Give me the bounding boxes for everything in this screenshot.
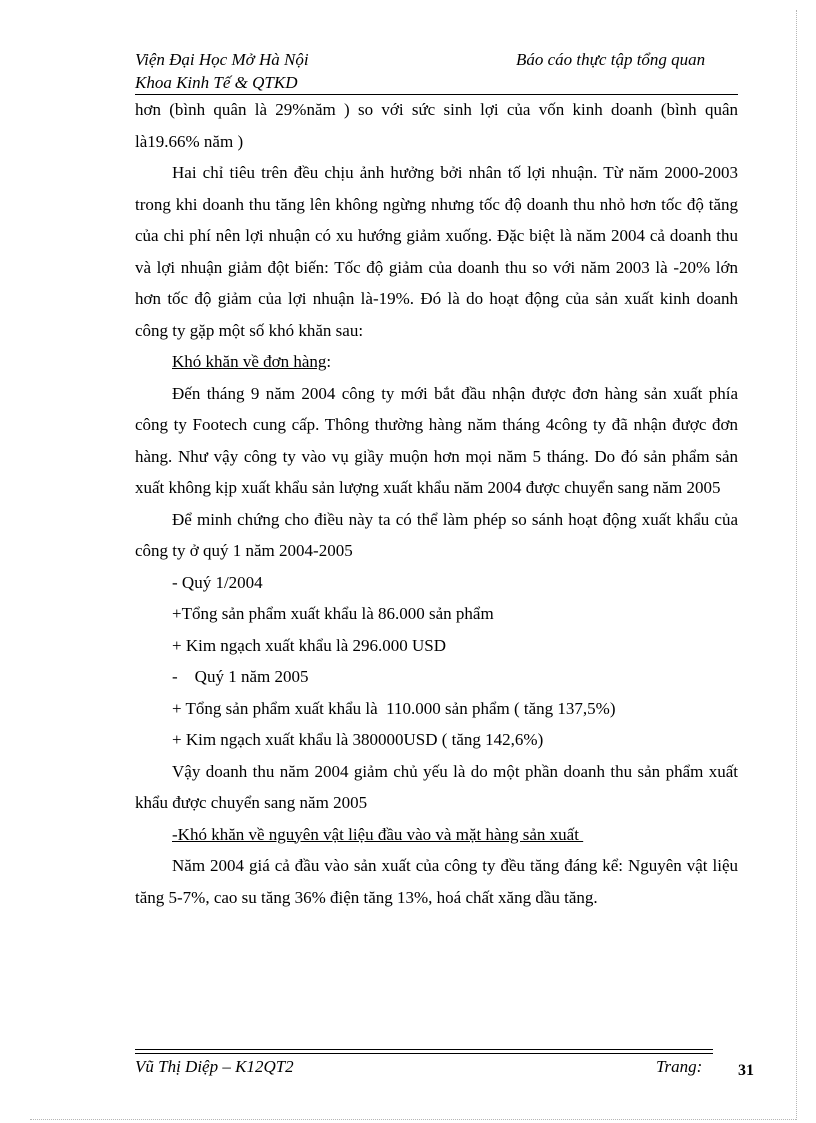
list-item: - Quý 1/2004 (172, 572, 263, 592)
page-edge-right (796, 10, 797, 1120)
paragraph-4: Để minh chứng cho điều này ta có thể làm phép so sánh hoạt động xuất khẩu của công ty ở quý 1 năm 2004-2005 (135, 509, 738, 560)
footer-page-label: Trang: (656, 1057, 703, 1076)
list-item: +Tổng sản phẩm xuất khẩu là 86.000 sản phẩm (172, 604, 494, 623)
list-item: - Quý 1 năm 2005 (172, 667, 309, 686)
list-item: + Kim ngạch xuất khẩu là 380000USD ( tăng 142,6%) (172, 730, 544, 749)
list-item: + Kim ngạch xuất khẩu là 296.000 USD (172, 635, 446, 655)
paragraph-5: Vậy doanh thu năm 2004 giảm chủ yếu là do một phần doanh thu sản phẩm xuất khẩu được chuyển sang năm 2005 (135, 761, 738, 812)
paragraph-6: Năm 2004 giá cả đầu vào sản xuất của công ty đều tăng đáng kể: Nguyên vật liệu tăng 5-7%, cao su tăng 36% điện tăng 13%, hoá chất xăng dầu tăng. (135, 856, 738, 907)
section-heading-orders (135, 346, 738, 378)
export-comparison-list (135, 567, 738, 756)
heading-orders-colon: : (326, 352, 332, 371)
page-edge-bottom (30, 1119, 796, 1120)
section-heading-materials (135, 819, 738, 851)
paragraph-2: Hai chỉ tiêu trên đều chịu ảnh hưởng bởi nhân tố lợi nhuận. Từ năm 2000-2003 trong khi doanh thu tăng lên không ngừng nhưng tốc độ doanh thu nhỏ hơn tốc độ tăng của chi phí nên lợi nhuận có xu hướng giảm xuống. Đặc biệt là năm 2004 cả doanh thu và lợi nhuận giảm đột biến: Tốc độ giảm của doanh thu so với năm 2003 là -20% lớn hơn tốc độ giảm của lợi nhuận là-19%. Đó là do hoạt động của sản xuất kinh doanh công ty gặp một số khó khăn sau: (135, 163, 738, 340)
document-body (135, 94, 738, 913)
report-title: Báo cáo thực tập tổng quan (516, 50, 706, 69)
paragraph-1: hơn (bình quân là 29%năm ) so với sức sinh lợi của vốn kinh doanh (bình quân là19.66% năm ) (135, 100, 738, 151)
list-item: + Tổng sản phẩm xuất khẩu là 110.000 sản phẩm ( tăng 137,5%) (172, 698, 616, 718)
header-left (135, 48, 309, 94)
page-number: 31 (738, 1062, 754, 1079)
heading-orders-text: Khó khăn về đơn hàng (172, 352, 327, 371)
paragraph-3: Đến tháng 9 năm 2004 công ty mới bắt đầu nhận được đơn hàng sản xuất phía công ty Footech cung cấp. Thông thường hàng năm tháng 4công ty đã nhận được đơn hàng. Như vậy công ty vào vụ giầy muộn hơn mọi năm 5 tháng. Do đó sản phẩm sản xuất không kịp xuất khẩu sản lượng xuất khẩu năm 2004 được chuyển sang năm 2005 (135, 383, 738, 497)
footer-author: Vũ Thị Diệp – K12QT2 (135, 1057, 294, 1076)
footer-divider-thin (135, 1053, 713, 1054)
institution-name: Viện Đại Học Mở Hà Nội (135, 50, 309, 69)
footer-divider-thick (135, 1049, 713, 1050)
heading-materials-text: -Khó khăn về nguyên vật liệu đầu vào và mặt hàng sản xuất (172, 824, 584, 844)
faculty-name: Khoa Kinh Tế & QTKD (135, 73, 298, 92)
